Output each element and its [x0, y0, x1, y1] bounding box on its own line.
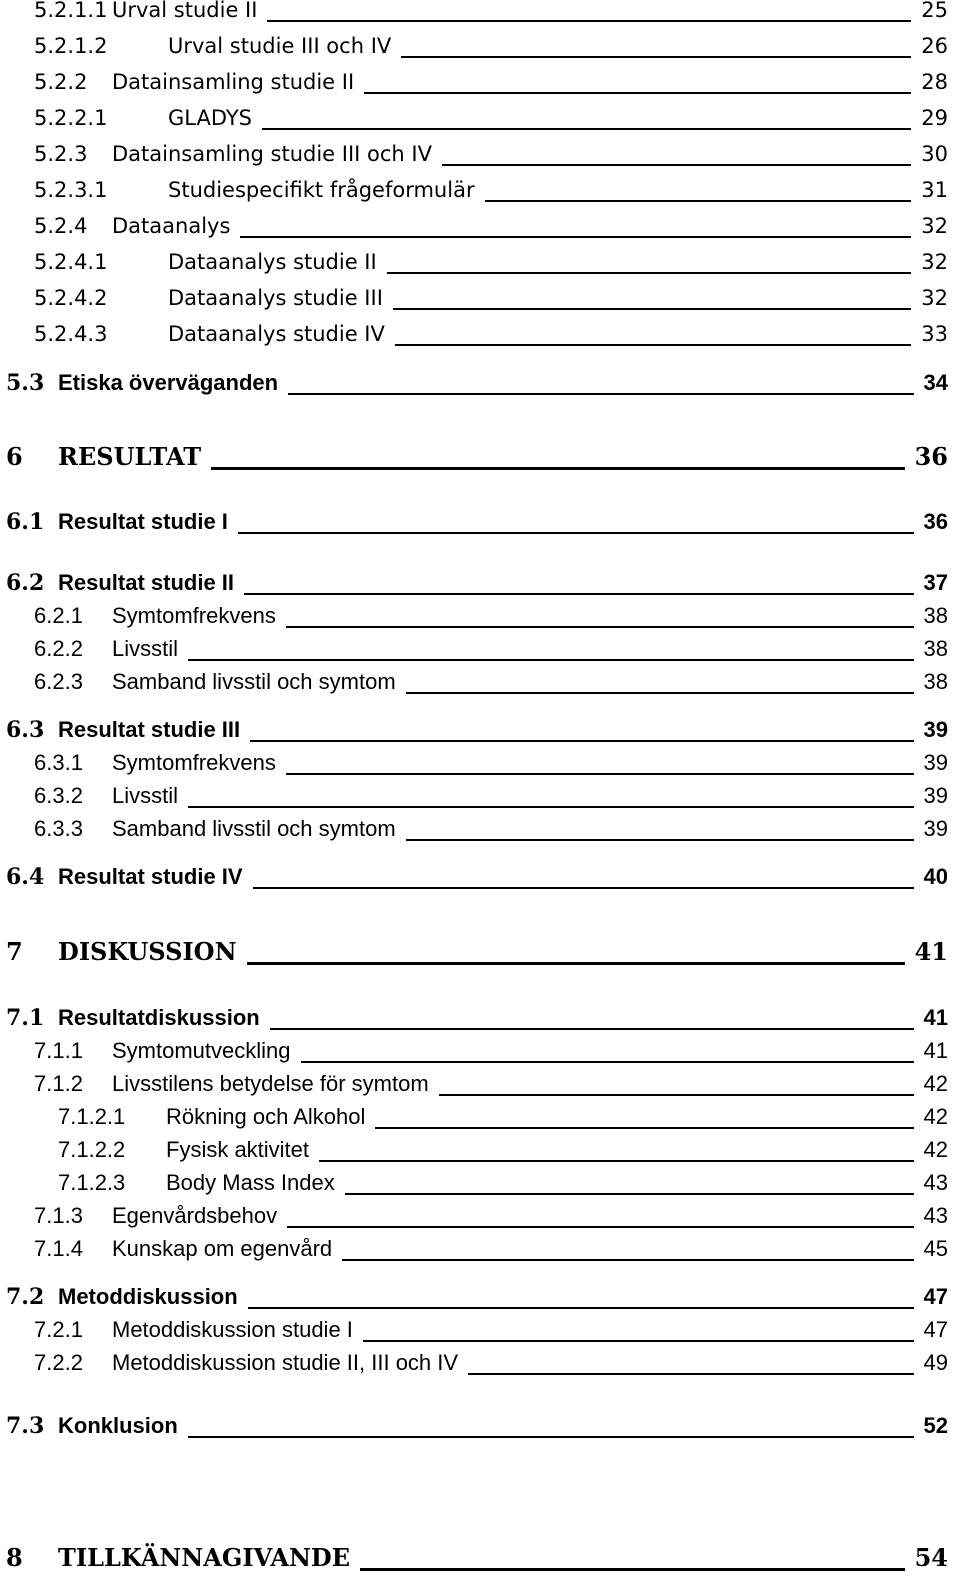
toc-entry[interactable]: [0, 1230, 960, 1264]
toc-leader: [244, 593, 913, 595]
toc-number: 7.1.3: [34, 1203, 83, 1228]
toc-leader: [188, 1436, 914, 1438]
toc-entry[interactable]: [0, 243, 960, 277]
toc-page: 33: [921, 322, 948, 346]
toc-title: Resultat studie IV: [58, 864, 243, 889]
toc-number: 7.2.1: [34, 1317, 83, 1342]
toc-number: 7.1.2.3: [58, 1170, 126, 1195]
toc-number: 5.2.4.3: [34, 322, 108, 346]
toc-page: 47: [923, 1284, 948, 1309]
toc-leader: [247, 962, 905, 965]
toc-page: 45: [923, 1236, 948, 1261]
toc-title: Dataanalys studie II: [168, 250, 377, 274]
toc-title: Symtomutveckling: [112, 1038, 291, 1063]
toc-entry[interactable]: [0, 1098, 960, 1132]
toc-leader: [250, 740, 913, 742]
toc-number: 6.4: [6, 864, 45, 890]
toc-title: Dataanalys: [112, 214, 231, 238]
toc-number: 7.2.2: [34, 1350, 83, 1375]
toc-entry[interactable]: [0, 744, 960, 778]
toc-number: 7.2: [6, 1284, 45, 1310]
toc-page: 42: [923, 1071, 948, 1096]
toc-entry[interactable]: [0, 279, 960, 313]
toc-number: 5.2.4: [34, 214, 88, 238]
toc-title: Symtomfrekvens: [112, 750, 276, 775]
toc-page: 32: [921, 250, 948, 274]
toc-title: Etiska överväganden: [58, 370, 279, 395]
toc-page: 42: [923, 1137, 948, 1162]
toc-leader: [345, 1193, 914, 1195]
toc-entry[interactable]: [0, 1344, 960, 1378]
toc-leader: [319, 1160, 913, 1162]
toc-entry[interactable]: [0, 777, 960, 811]
toc-title: Body Mass Index: [166, 1170, 335, 1195]
toc-leader: [342, 1259, 913, 1261]
toc-number: 7.3: [6, 1413, 45, 1439]
toc-leader: [406, 839, 914, 841]
toc-title: Resultat studie III: [58, 717, 241, 742]
toc-page: 39: [923, 783, 948, 808]
toc-title: Metoddiskussion: [58, 1284, 238, 1309]
toc-title: Metoddiskussion studie II, III och IV: [112, 1350, 459, 1375]
toc-entry[interactable]: [0, 99, 960, 133]
toc-page: 25: [921, 0, 948, 22]
toc-leader: [363, 1340, 914, 1342]
toc-title: Livsstil: [112, 636, 179, 661]
toc-leader: [248, 1307, 914, 1309]
toc-number: 8: [6, 1543, 23, 1572]
toc-number: 5.2.3: [34, 142, 88, 166]
toc-leader: [485, 200, 912, 202]
toc-page: 37: [923, 570, 948, 595]
toc-number: 5.2.2: [34, 70, 88, 94]
toc-number: 5.2.1.1: [34, 0, 108, 22]
toc-leader: [286, 773, 914, 775]
toc-entry[interactable]: [0, 439, 960, 473]
toc-leader: [375, 1127, 913, 1129]
toc-entry[interactable]: [0, 503, 960, 537]
toc-leader: [288, 393, 913, 395]
toc-number: 6.2.3: [34, 669, 83, 694]
toc-entry[interactable]: [0, 564, 960, 598]
toc-page: 38: [923, 603, 948, 628]
toc-page: 32: [921, 214, 948, 238]
toc-page: 36: [914, 442, 948, 471]
toc-page: 52: [923, 1413, 948, 1438]
toc-title: Resultat studie II: [58, 570, 235, 595]
toc-title: Livsstil: [112, 783, 179, 808]
toc-entry[interactable]: [0, 711, 960, 745]
toc-entry[interactable]: [0, 0, 960, 25]
toc-title: Metoddiskussion studie I: [112, 1317, 353, 1342]
toc-leader: [401, 56, 911, 58]
toc-page: 38: [923, 669, 948, 694]
toc-title: Fysisk aktivitet: [166, 1137, 310, 1162]
toc-leader: [238, 532, 914, 534]
toc-number: 6.3.2: [34, 783, 83, 808]
toc-number: 6.2: [6, 570, 45, 596]
toc-number: 7.1.1: [34, 1038, 83, 1063]
toc-title: Konklusion: [58, 1413, 178, 1438]
toc-leader: [387, 272, 912, 274]
toc-number: 5.2.3.1: [34, 178, 108, 202]
toc-number: 5.2.1.2: [34, 34, 108, 58]
toc-number: 5.2.4.1: [34, 250, 108, 274]
toc-title: DISKUSSION: [58, 937, 237, 966]
toc-page: 43: [923, 1170, 948, 1195]
toc-number: 7: [6, 937, 23, 966]
toc-title: Urval studie III och IV: [168, 34, 392, 58]
toc-entry[interactable]: [0, 207, 960, 241]
toc-page: 34: [923, 370, 948, 395]
toc-entry[interactable]: [0, 1197, 960, 1231]
toc-leader: [395, 344, 911, 346]
toc-number: 6.2.1: [34, 603, 83, 628]
toc-title: TILLKÄNNAGIVANDE: [58, 1543, 350, 1572]
toc-entry[interactable]: [0, 1278, 960, 1312]
toc-number: 6.3.1: [34, 750, 83, 775]
toc-title: Symtomfrekvens: [112, 603, 276, 628]
toc-leader: [188, 806, 914, 808]
toc-entry[interactable]: [0, 1065, 960, 1099]
toc-number: 7.1.2: [34, 1071, 83, 1096]
toc-entry[interactable]: [0, 1311, 960, 1345]
toc-title: GLADYS: [168, 106, 252, 130]
toc-leader: [188, 659, 914, 661]
toc-page: 30: [921, 142, 948, 166]
toc-entry[interactable]: [0, 597, 960, 631]
toc-title: RESULTAT: [58, 442, 202, 471]
toc-number: 7.1.4: [34, 1236, 83, 1261]
toc-title: Dataanalys studie III: [168, 286, 383, 310]
toc-page: 31: [921, 178, 948, 202]
toc-entry[interactable]: [0, 171, 960, 205]
toc-page: 40: [923, 864, 948, 889]
toc-leader: [240, 236, 911, 238]
toc-leader: [439, 1094, 914, 1096]
toc-number: 6.3.3: [34, 816, 83, 841]
toc-page: 29: [921, 106, 948, 130]
toc-entry[interactable]: [0, 934, 960, 968]
toc-number: 6: [6, 442, 23, 471]
toc-leader: [406, 692, 914, 694]
toc-entry[interactable]: [0, 858, 960, 892]
toc-title: Studiespecifikt frågeformulär: [168, 178, 475, 202]
toc-leader: [442, 164, 911, 166]
toc-page: 41: [923, 1038, 948, 1063]
toc-title: Urval studie II: [112, 0, 258, 22]
toc-title: Resultat studie I: [58, 509, 228, 534]
toc-leader: [360, 1568, 905, 1571]
toc-entry[interactable]: [0, 63, 960, 97]
toc-leader: [262, 128, 911, 130]
toc-number: 5.2.4.2: [34, 286, 108, 310]
toc-entry[interactable]: [0, 663, 960, 697]
toc-number: 5.3: [6, 370, 45, 396]
toc-leader: [211, 467, 904, 470]
toc-page: 32: [921, 286, 948, 310]
toc-number: 6.2.2: [34, 636, 83, 661]
toc-page: 28: [921, 70, 948, 94]
toc-page: 47: [923, 1317, 948, 1342]
toc-title: Dataanalys studie IV: [168, 322, 385, 346]
toc-title: Rökning och Alkohol: [166, 1104, 366, 1129]
toc-number: 7.1.2.1: [58, 1104, 126, 1129]
toc-leader: [287, 1226, 913, 1228]
toc-entry[interactable]: [0, 1164, 960, 1198]
toc-number: 5.2.2.1: [34, 106, 108, 130]
toc-leader: [286, 626, 914, 628]
toc-leader: [270, 1028, 914, 1030]
toc-leader: [267, 20, 911, 22]
toc-leader: [468, 1373, 913, 1375]
toc-page: 36: [923, 509, 948, 534]
toc-page: 38: [923, 636, 948, 661]
toc-title: Livsstilens betydelse för symtom: [112, 1071, 429, 1096]
toc-title: Egenvårdsbehov: [112, 1203, 278, 1228]
toc-entry[interactable]: [0, 135, 960, 169]
toc-entry[interactable]: [0, 1407, 960, 1441]
toc-number: 7.1: [6, 1005, 45, 1031]
toc-entry[interactable]: [0, 1032, 960, 1066]
toc-entry[interactable]: [0, 27, 960, 61]
toc-page: 39: [923, 750, 948, 775]
toc-title: Kunskap om egenvård: [112, 1236, 333, 1261]
toc-number: 6.3: [6, 717, 45, 743]
toc-page: 42: [923, 1104, 948, 1129]
toc-title: Samband livsstil och symtom: [112, 669, 396, 694]
toc-page: 41: [914, 937, 948, 966]
toc-title: Datainsamling studie II: [112, 70, 355, 94]
toc-number: 6.1: [6, 509, 45, 535]
toc-page: 49: [923, 1350, 948, 1375]
toc-page: 26: [921, 34, 948, 58]
toc-entry[interactable]: [0, 1540, 960, 1574]
toc-entry[interactable]: [0, 810, 960, 844]
toc-entry[interactable]: [0, 364, 960, 398]
toc-leader: [253, 887, 914, 889]
toc-title: Resultatdiskussion: [58, 1005, 260, 1030]
toc-title: Samband livsstil och symtom: [112, 816, 396, 841]
toc-entry[interactable]: [0, 999, 960, 1033]
toc-entry[interactable]: [0, 315, 960, 349]
toc-leader: [364, 92, 911, 94]
toc-entry[interactable]: [0, 1131, 960, 1165]
toc-number: 7.1.2.2: [58, 1137, 126, 1162]
toc-page: 39: [923, 816, 948, 841]
toc-page: 54: [914, 1543, 948, 1572]
toc-page: 39: [923, 717, 948, 742]
toc-title: Datainsamling studie III och IV: [112, 142, 432, 166]
toc-page: 43: [923, 1203, 948, 1228]
toc-leader: [301, 1061, 914, 1063]
toc-page: 41: [923, 1005, 948, 1030]
toc-entry[interactable]: [0, 630, 960, 664]
toc-leader: [393, 308, 911, 310]
